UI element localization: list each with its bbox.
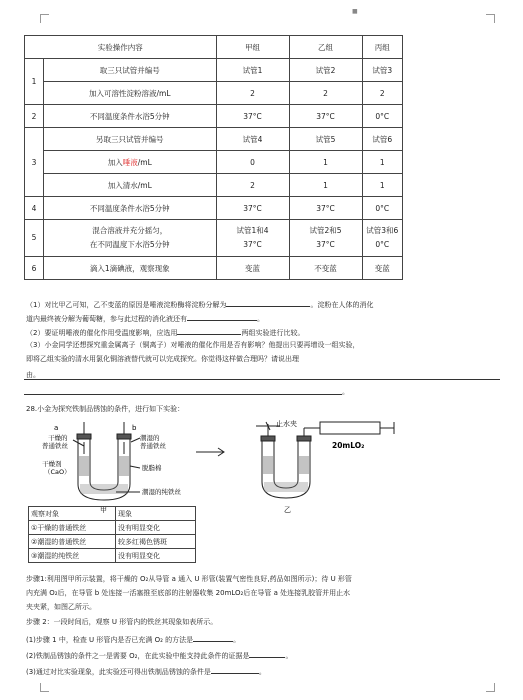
experiment-table <box>24 35 403 280</box>
saliva-word: 唾液 <box>122 157 138 167</box>
step2-line: 步骤 2：一段时间后，观察 U 形管内的铁丝其现象如表所示。 <box>26 618 218 626</box>
answer-line <box>24 379 500 380</box>
apparatus-figure <box>28 418 398 518</box>
label-cotton: 脱脂棉 <box>142 464 162 472</box>
step1-line3: 夹夹紧，如图乙所示。 <box>26 603 96 611</box>
sub-q3: (3)通过对比实验现象，此实验还可得出铁制品锈蚀的条件是 。 <box>26 664 266 678</box>
crop-mark-top-left <box>40 14 49 23</box>
table-header-row <box>25 36 403 59</box>
q1-line2: 道内最终被分解为葡萄糖，参与此过程的消化液还有 。 <box>26 311 264 325</box>
table-row: ②潮湿的普通铁丝 较多红褐色锈斑 <box>29 535 196 549</box>
label-dry: 干燥的 <box>48 434 68 442</box>
answer-blank[interactable] <box>226 297 310 307</box>
sub-q2: (2)铁制品锈蚀的条件之一是需要 O₂，在此实验中能支持此条件的证据是 。 <box>26 648 292 662</box>
label-b: b <box>132 424 137 432</box>
crop-mark-bottom-right <box>486 683 495 692</box>
table-header-row: 观察对象 现象 <box>29 507 196 521</box>
table-row: 1 取三只试管并编号 试管1 试管2 试管3 <box>25 59 403 82</box>
label-o2: 20mLO₂ <box>332 441 365 450</box>
label-pure: 潮湿的纯铁丝 <box>142 488 181 496</box>
sub-q1: (1)步骤 1 中，检查 U 形管内是否已充满 O₂ 的方法是 。 <box>26 632 240 646</box>
label-wet: 潮湿的 <box>140 434 160 442</box>
observation-table <box>28 506 196 563</box>
table-row: 加入清水/mL 2 1 1 <box>25 174 403 197</box>
header-yi: 乙组 <box>289 36 362 59</box>
u-tube-jia <box>73 422 140 500</box>
answer-blank[interactable] <box>187 311 257 321</box>
label-wet2: 普通铁丝 <box>140 442 166 450</box>
step1-line2: 内充满 O₂后，在导管 b 处连接一活塞推至底部的注射器收集 20mLO₂后在导管 a 处连接乳胶管并用止水 <box>26 589 351 597</box>
header-bing: 丙组 <box>362 36 402 59</box>
label-dry2: 普通铁丝 <box>42 442 68 450</box>
crop-mark-top-right <box>486 14 495 23</box>
label-jia: 甲 <box>100 506 107 514</box>
answer-blank[interactable] <box>177 325 241 335</box>
label-desiccant2: （CaO） <box>44 468 71 476</box>
answer-blank[interactable] <box>193 632 233 642</box>
q3-line2: 即将乙组实验的清水用氯化铜溶液替代就可以完成探究。你觉得这样做合理吗？请说出理 <box>26 355 299 363</box>
answer-blank[interactable] <box>249 648 285 658</box>
label-clamp: 止水夹 <box>276 420 297 428</box>
arrow-icon <box>196 448 224 456</box>
crop-mark-bottom-left <box>40 683 49 692</box>
table-row: 2 不同温度条件水浴5分钟 37°C 37°C 0°C <box>25 105 403 128</box>
table-row: 6 滴入1滴碘液，观察现象 变蓝 不变蓝 变蓝 <box>25 257 403 280</box>
header-op: 实验操作内容 <box>25 36 217 59</box>
q3-line1: （3）小金同学还想探究重金属离子（铜离子）对唾液的催化作用是否有影响？他提出只要再增设一组实验， <box>26 341 360 349</box>
q28-title: 28.小金为探究铁制品锈蚀的条件，进行如下实验： <box>26 405 185 413</box>
table-row: ③潮湿的纯铁丝 没有明显变化 <box>29 549 196 563</box>
page-dot: ■ <box>352 8 358 15</box>
label-yi: 乙 <box>284 506 291 514</box>
label-desiccant: 干燥剂 <box>42 460 62 468</box>
table-row: 加入唾液/mL 0 1 1 <box>25 151 403 174</box>
header-jia: 甲组 <box>216 36 289 59</box>
q2-line: （2）要证明唾液的催化作用受温度影响，应选用 两组实验进行比较。 <box>26 325 304 339</box>
step1-line1: 步骤1:利用图甲所示装置，将干燥的 O₂从导管 a 通入 U 形管(装置气密性良好,药品如图所示)；待 U 形管 <box>26 575 352 583</box>
label-a: a <box>54 424 59 432</box>
answer-line <box>24 394 342 395</box>
q3-line3: 由。 <box>26 371 40 379</box>
table-row: 4 不同温度条件水浴5分钟 37°C 37°C 0°C <box>25 197 403 220</box>
table-row: 加入可溶性淀粉溶液/mL 2 2 2 <box>25 82 403 105</box>
answer-blank[interactable] <box>211 664 259 674</box>
table-row: 3 另取三只试管并编号 试管4 试管5 试管6 <box>25 128 403 151</box>
u-tube-yi <box>256 422 394 498</box>
q1-line1: （1）对比甲乙可知，乙不变蓝的原因是唾液淀粉酶将淀粉分解为 。淀粉在人体的消化 <box>26 297 373 311</box>
table-row: ①干燥的普通铁丝 没有明显变化 <box>29 521 196 535</box>
table-row: 5 混合溶液并充分摇匀， 在不同温度下水浴5分钟 试管1和4 37°C 试管2和5 37°C 试管3和6 0°C <box>25 220 403 257</box>
